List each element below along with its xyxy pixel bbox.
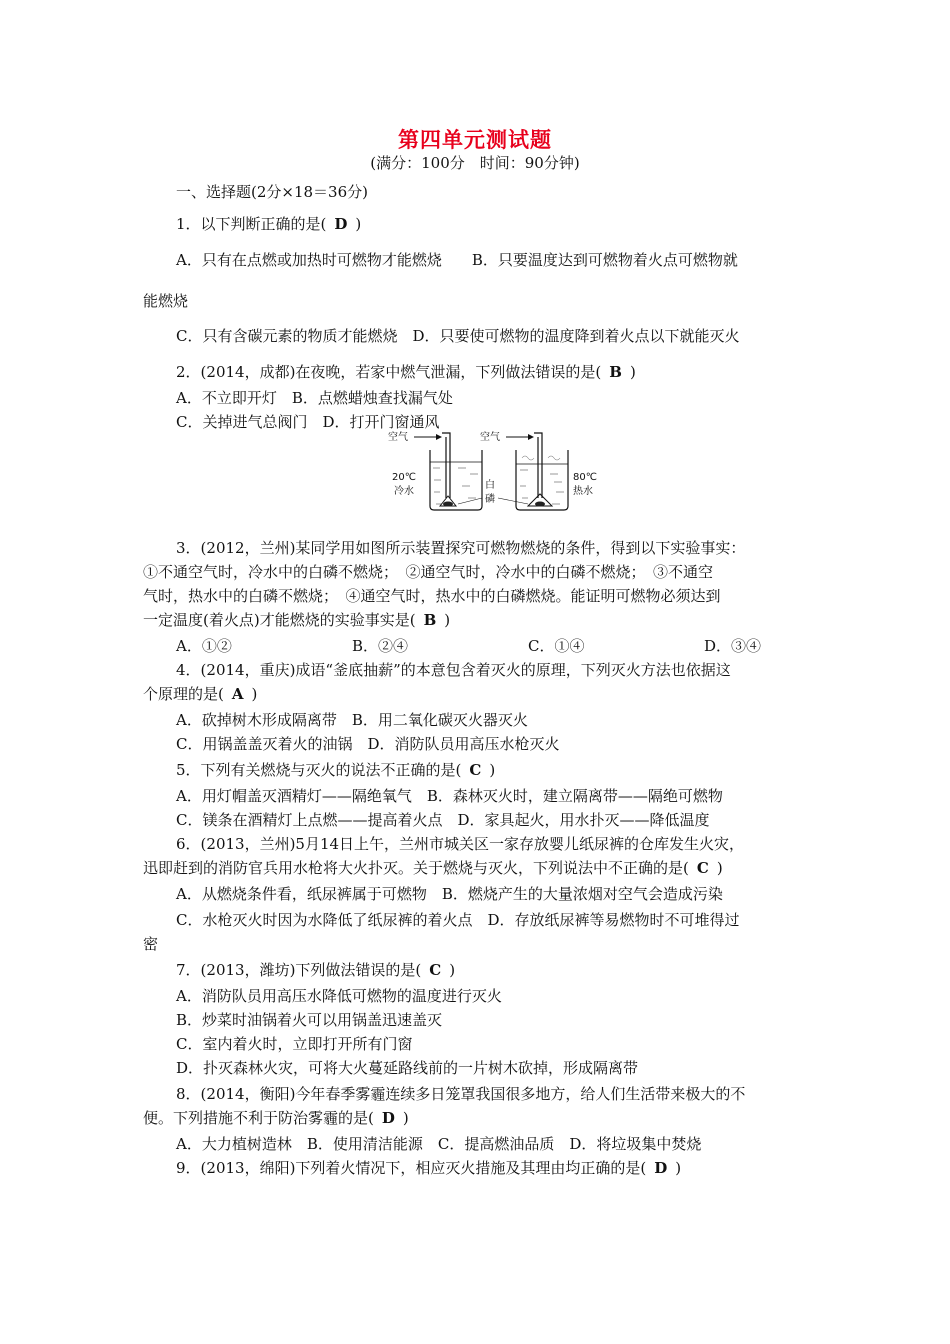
answer-mark: C [696,859,709,877]
label-temp-left: 20℃ [392,472,416,483]
label-cold-water: 冷水 [394,486,414,497]
question-text: ) [444,611,451,629]
white-phosphorus-left [443,502,453,507]
question-1-options-ab: A．只有在点燃或加热时可燃物才能燃烧 B．只要温度达到可燃物着火点可燃物就 [176,251,738,269]
water-hatch-left [433,468,478,504]
question-text: ) [402,1109,409,1127]
experiment-diagram [378,428,603,514]
label-air-right: 空气 [480,432,500,443]
question-3-option-a: A．①② [176,637,232,655]
question-3-line-1: 3．(2012，兰州)某同学用如图所示装置探究可燃物燃烧的条件，得到以下实验事实： [176,539,746,557]
question-5-stem [176,760,495,780]
question-text: ) [355,215,362,233]
answer-mark: D [381,1109,395,1127]
question-7-option-c: C．室内着火时，立即打开所有门窗 [176,1035,413,1053]
question-1-stem [176,214,361,234]
question-7-option-b: B．炒菜时油锅着火可以用锅盖迅速盖灭 [176,1011,443,1029]
question-text: 一定温度(着火点)才能燃烧的实验事实是( [143,611,416,629]
page-title: 第四单元测试题 [398,127,552,152]
label-phosphorus-1: 白 [485,480,495,491]
answer-mark: C [429,961,442,979]
question-6-options-ab: A．从燃烧条件看，纸尿裤属于可燃物 B．燃烧产生的大量浓烟对空气会造成污染 [176,885,723,903]
question-7-option-a: A．消防队员用高压水降低可燃物的温度进行灭火 [176,987,502,1005]
label-air-left: 空气 [388,432,408,443]
question-text: ) [629,363,636,381]
section-heading: 一、选择题(2分×18＝36分) [176,183,368,201]
answer-mark: B [609,363,622,381]
question-1-options-ab-continued: 能燃烧 [143,292,189,310]
question-3-line-3: 气时，热水中的白磷不燃烧； ④通空气时，热水中的白磷燃烧。能证明可燃物必须达到 [143,587,721,605]
pointer-left [458,498,482,504]
answer-mark: C [469,761,482,779]
label-temp-right: 80℃ [573,472,597,483]
white-phosphorus-right [535,502,545,507]
question-8-options: A．大力植树造林 B．使用清洁能源 C．提高燃油品质 D．将垃圾集中焚烧 [176,1135,702,1153]
question-1-options-cd: C．只有含碳元素的物质才能燃烧 D．只要使可燃物的温度降到着火点以下就能灭火 [176,327,740,345]
question-text: ) [675,1159,682,1177]
question-7-option-d: D．扑灭森林火灾，可将大火蔓延路线前的一片树木砍掉，形成隔离带 [176,1059,639,1077]
question-7-stem [176,960,455,980]
question-text: 迅即赶到的消防官兵用水枪将大火扑灭。关于燃烧与灭火，下列说法中不正确的是( [143,859,689,877]
question-6-options-cd: C．水枪灭火时因为水降低了纸尿裤的着火点 D．存放纸尿裤等易燃物时不可堆得过 [176,911,740,929]
question-text: 7．(2013，潍坊)下列做法错误的是( [176,961,422,979]
label-phosphorus-2: 磷 [485,494,495,505]
answer-mark: D [334,215,348,233]
question-4-line-1: 4．(2014，重庆)成语“釜底抽薪”的本意包含着灭火的原理，下列灭火方法也依据这 [176,661,731,679]
question-4-options-ab: A．砍掉树木形成隔离带 B．用二氧化碳灭火器灭火 [176,711,528,729]
steam-lines [522,456,560,460]
question-2-options-cd: C．关掉进气总阀门 D．打开门窗通风 [176,413,440,431]
arrowhead-left [436,434,442,440]
arrowhead-right [528,434,534,440]
question-3-option-b: B．②④ [352,637,409,655]
question-3-option-c: C．①④ [528,637,585,655]
pointer-right [498,498,528,504]
question-3-line-4 [143,610,450,630]
question-text: 2．(2014，成都)在夜晚，若家中燃气泄漏，下列做法错误的是( [176,363,602,381]
question-text: 个原理的是( [143,685,224,703]
question-text: ) [489,761,496,779]
question-text: ) [716,859,723,877]
answer-mark: D [654,1159,668,1177]
answer-mark: B [423,611,437,629]
question-2-options-ab: A．不立即开灯 B．点燃蜡烛查找漏气处 [176,389,453,407]
question-4-options-cd: C．用锅盖盖灭着火的油锅 D．消防队员用高压水枪灭火 [176,735,560,753]
question-text: 9．(2013，绵阳)下列着火情况下，相应灭火措施及其理由均正确的是( [176,1159,647,1177]
question-text: 1．以下判断正确的是( [176,215,327,233]
question-6-options-cd-continued: 密 [143,935,159,953]
question-text: ) [449,961,456,979]
question-4-line-2 [143,684,257,704]
question-9-stem [176,1158,681,1178]
answer-mark: A [231,685,244,703]
question-8-line-1: 8．(2014，衡阳)今年春季雾霾连续多日笼罩我国很多地方，给人们生活带来极大的不 [176,1085,746,1103]
label-hot-water: 热水 [573,486,593,497]
question-6-line-2 [143,858,723,878]
question-5-options-cd: C．镁条在酒精灯上点燃——提高着火点 D．家具起火，用水扑灭——降低温度 [176,811,710,829]
question-3-option-d: D．③④ [704,637,762,655]
exam-info: (满分：100分 时间：90分钟) [370,154,580,172]
question-text: 5．下列有关燃烧与灭火的说法不正确的是( [176,761,462,779]
question-text: 便。下列措施不利于防治雾霾的是( [143,1109,374,1127]
question-6-line-1: 6．(2013，兰州)5月14日上午，兰州市城关区一家存放婴儿纸尿裤的仓库发生火灾， [176,835,745,853]
question-5-options-ab: A．用灯帽盖灭酒精灯——隔绝氧气 B．森林灭火时，建立隔离带——隔绝可燃物 [176,787,723,805]
question-text: ) [251,685,258,703]
question-2-stem [176,362,636,382]
question-3-line-2: ①不通空气时，冷水中的白磷不燃烧； ②通空气时，冷水中的白磷不燃烧； ③不通空 [143,563,714,581]
question-8-line-2 [143,1108,409,1128]
